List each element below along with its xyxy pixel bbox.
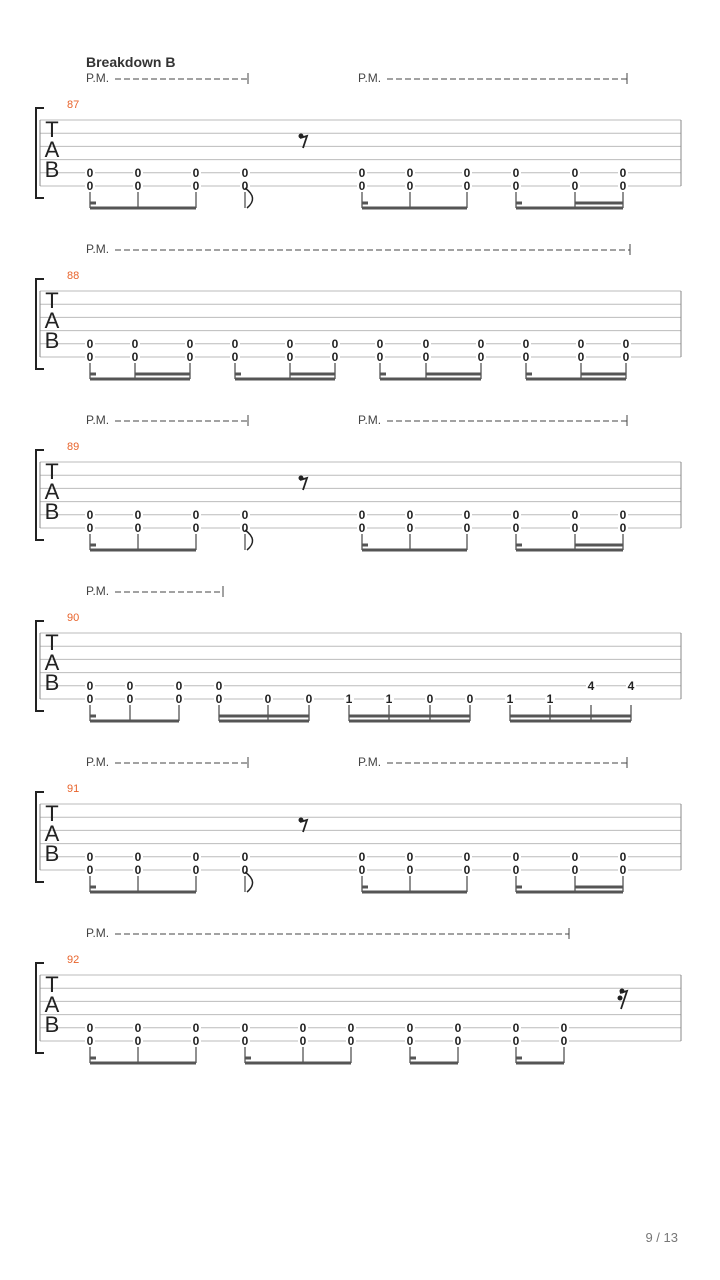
fret-number: 0: [86, 678, 94, 693]
fret-number: 0: [406, 1020, 414, 1035]
fret-number: 0: [299, 1020, 307, 1035]
tab-clef-letter: T: [45, 459, 59, 484]
fret-number: 0: [134, 165, 142, 180]
fret-number: 0: [175, 678, 183, 693]
fret-number: 0: [358, 165, 366, 180]
fret-number: 0: [512, 1034, 520, 1048]
tab-clef-letter: T: [45, 630, 59, 655]
fret-number: 0: [454, 1034, 462, 1048]
fret-number: 0: [134, 507, 142, 522]
tab-clef-letter: B: [44, 1012, 60, 1037]
fret-number: 0: [477, 336, 485, 351]
fret-number: 0: [126, 692, 134, 706]
fret-number: 0: [215, 678, 223, 693]
fret-number: 0: [192, 1020, 200, 1035]
fret-number: 0: [126, 678, 134, 693]
fret-number: 0: [86, 1020, 94, 1035]
fret-number: 0: [241, 521, 249, 535]
fret-number: 0: [463, 863, 471, 877]
fret-number: 0: [134, 1020, 142, 1035]
fret-number: 0: [86, 692, 94, 706]
tab-clef-letter: A: [44, 992, 60, 1017]
measure-number: 88: [67, 270, 80, 282]
fret-number: 0: [571, 179, 579, 193]
fret-number: 0: [192, 521, 200, 535]
fret-number: 0: [406, 179, 414, 193]
palm-mute-label: P.M.: [86, 755, 110, 769]
sixteenth-rest-dot: [618, 996, 623, 1001]
fret-number: 0: [466, 692, 474, 706]
measure-number: 87: [67, 99, 80, 111]
fret-number: 0: [286, 336, 294, 351]
page-number: 9 / 13: [645, 1230, 678, 1245]
fret-number: 0: [192, 179, 200, 193]
fret-number: 0: [463, 507, 471, 522]
fret-number: 0: [560, 1034, 568, 1048]
fret-number: 0: [192, 863, 200, 877]
fret-number: 0: [376, 350, 384, 364]
palm-mute-label: P.M.: [86, 926, 110, 940]
tab-clef-letter: A: [44, 308, 60, 333]
fret-number: 0: [512, 179, 520, 193]
fret-number: 0: [577, 350, 585, 364]
fret-number: 0: [512, 507, 520, 522]
fret-number: 0: [241, 1020, 249, 1035]
tab-clef-letter: T: [45, 288, 59, 313]
fret-number: 0: [463, 521, 471, 535]
fret-number: 0: [86, 179, 94, 193]
fret-number: 0: [619, 849, 627, 864]
fret-number: 0: [131, 350, 139, 364]
tab-clef-letter: A: [44, 137, 60, 162]
fret-number: 0: [134, 179, 142, 193]
fret-number: 0: [264, 692, 272, 706]
tab-clef-letter: A: [44, 821, 60, 846]
fret-number: 0: [134, 1034, 142, 1048]
fret-number: 0: [286, 350, 294, 364]
fret-number: 0: [358, 863, 366, 877]
palm-mute-label: P.M.: [358, 413, 382, 427]
fret-number: 0: [512, 165, 520, 180]
fret-number: 1: [345, 692, 353, 706]
fret-number: 0: [571, 863, 579, 877]
fret-number: 0: [347, 1034, 355, 1048]
tab-clef-letter: A: [44, 479, 60, 504]
fret-number: 0: [134, 849, 142, 864]
fret-number: 0: [619, 165, 627, 180]
fret-number: 0: [619, 863, 627, 877]
palm-mute-label: P.M.: [358, 755, 382, 769]
fret-number: 0: [241, 849, 249, 864]
fret-number: 0: [131, 336, 139, 351]
tab-clef-letter: T: [45, 117, 59, 142]
fret-number: 4: [587, 678, 595, 693]
fret-number: 0: [215, 692, 223, 706]
fret-number: 0: [231, 350, 239, 364]
fret-number: 0: [560, 1020, 568, 1035]
fret-number: 0: [331, 336, 339, 351]
fret-number: 0: [406, 849, 414, 864]
measure-number: 91: [67, 783, 80, 795]
fret-number: 0: [241, 507, 249, 522]
fret-number: 0: [192, 1034, 200, 1048]
fret-number: 0: [376, 336, 384, 351]
fret-number: 0: [358, 849, 366, 864]
fret-number: 0: [512, 521, 520, 535]
fret-number: 0: [86, 507, 94, 522]
tab-clef-letter: B: [44, 157, 60, 182]
palm-mute-label: P.M.: [86, 584, 110, 598]
fret-number: 0: [522, 350, 530, 364]
palm-mute-label: P.M.: [86, 242, 110, 256]
fret-number: 0: [134, 521, 142, 535]
fret-number: 0: [175, 692, 183, 706]
fret-number: 0: [406, 507, 414, 522]
fret-number: 0: [331, 350, 339, 364]
fret-number: 0: [192, 165, 200, 180]
tab-clef-letter: A: [44, 650, 60, 675]
tab-clef-letter: B: [44, 841, 60, 866]
fret-number: 0: [86, 1034, 94, 1048]
fret-number: 0: [305, 692, 313, 706]
fret-number: 0: [299, 1034, 307, 1048]
fret-number: 0: [406, 1034, 414, 1048]
tab-clef-letter: T: [45, 801, 59, 826]
fret-number: 0: [186, 336, 194, 351]
fret-number: 0: [477, 350, 485, 364]
fret-number: 1: [546, 692, 554, 706]
fret-number: 1: [385, 692, 393, 706]
fret-number: 0: [241, 179, 249, 193]
tab-clef-letter: B: [44, 328, 60, 353]
fret-number: 0: [192, 507, 200, 522]
tab-clef-letter: B: [44, 499, 60, 524]
fret-number: 0: [192, 849, 200, 864]
fret-number: 0: [86, 849, 94, 864]
section-title: Breakdown B: [86, 54, 176, 70]
fret-number: 0: [577, 336, 585, 351]
fret-number: 0: [512, 1020, 520, 1035]
fret-number: 0: [571, 849, 579, 864]
fret-number: 0: [571, 507, 579, 522]
fret-number: 0: [463, 179, 471, 193]
fret-number: 0: [241, 165, 249, 180]
tab-clef-letter: B: [44, 670, 60, 695]
fret-number: 0: [86, 165, 94, 180]
fret-number: 0: [347, 1020, 355, 1035]
fret-number: 0: [406, 521, 414, 535]
measure-number: 90: [67, 612, 80, 624]
measure-number: 89: [67, 441, 80, 453]
fret-number: 0: [571, 165, 579, 180]
fret-number: 0: [231, 336, 239, 351]
fret-number: 0: [358, 179, 366, 193]
fret-number: 0: [422, 336, 430, 351]
palm-mute-label: P.M.: [86, 71, 110, 85]
fret-number: 0: [512, 849, 520, 864]
palm-mute-label: P.M.: [86, 413, 110, 427]
fret-number: 0: [512, 863, 520, 877]
fret-number: 0: [619, 179, 627, 193]
fret-number: 0: [619, 521, 627, 535]
fret-number: 0: [86, 336, 94, 351]
fret-number: 0: [86, 521, 94, 535]
fret-number: 0: [422, 350, 430, 364]
fret-number: 0: [571, 521, 579, 535]
fret-number: 0: [86, 350, 94, 364]
fret-number: 0: [186, 350, 194, 364]
fret-number: 0: [463, 165, 471, 180]
fret-number: 0: [358, 507, 366, 522]
fret-number: 0: [241, 863, 249, 877]
fret-number: 0: [406, 165, 414, 180]
palm-mute-label: P.M.: [358, 71, 382, 85]
tab-clef-letter: T: [45, 972, 59, 997]
fret-number: 0: [134, 863, 142, 877]
fret-number: 0: [86, 863, 94, 877]
fret-number: 0: [358, 521, 366, 535]
fret-number: 0: [622, 336, 630, 351]
fret-number: 0: [241, 1034, 249, 1048]
fret-number: 0: [522, 336, 530, 351]
fret-number: 0: [622, 350, 630, 364]
fret-number: 0: [619, 507, 627, 522]
fret-number: 0: [454, 1020, 462, 1035]
fret-number: 1: [506, 692, 514, 706]
fret-number: 0: [426, 692, 434, 706]
fret-number: 4: [627, 678, 635, 693]
fret-number: 0: [463, 849, 471, 864]
fret-number: 0: [406, 863, 414, 877]
measure-number: 92: [67, 954, 80, 966]
